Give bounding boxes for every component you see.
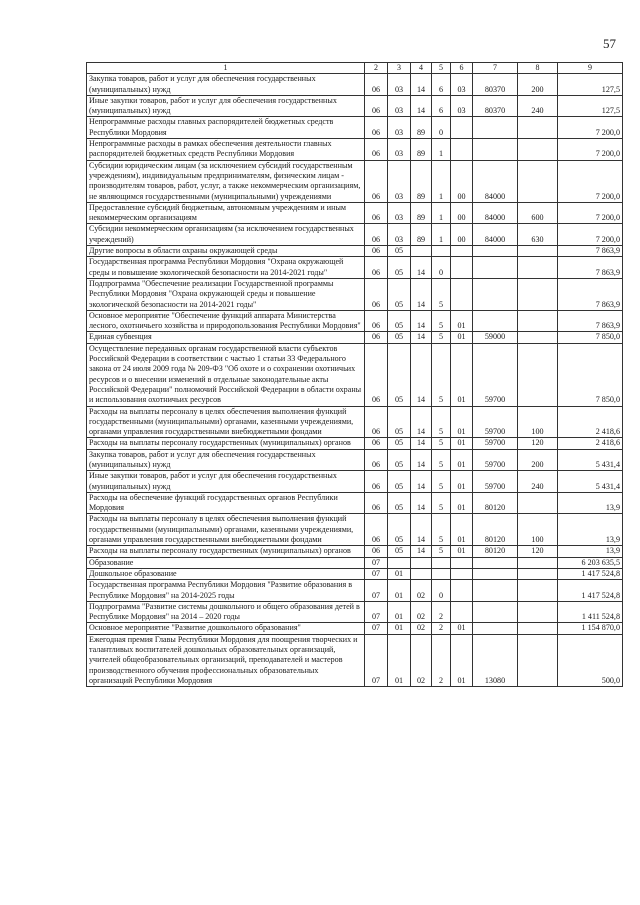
- row-code: 00: [451, 224, 473, 246]
- row-description: Расходы на обеспечение функций государственных органов Республики Мордовия: [87, 492, 365, 514]
- row-code: [518, 634, 558, 686]
- row-code: 2: [432, 601, 451, 623]
- row-description: Непрограммные расходы главных распорядителей бюджетных средств Республики Мордовия: [87, 117, 365, 139]
- row-code: [518, 557, 558, 568]
- row-code: [518, 601, 558, 623]
- row-description: Единая субвенция: [87, 332, 365, 343]
- row-description: Дошкольное образование: [87, 568, 365, 579]
- table-row: [87, 471, 623, 493]
- row-code: [473, 246, 518, 257]
- row-code: 05: [388, 514, 411, 546]
- row-code: 59700: [473, 471, 518, 493]
- row-description: Подпрограмма "Обеспечение реализации Государственной программы Республики Мордовия "Охрана окружающей среды и повышение экологической безопасности на 2014-2021 годы": [87, 278, 365, 310]
- row-code: 06: [365, 117, 388, 139]
- row-code: 01: [451, 546, 473, 557]
- row-code: 100: [518, 514, 558, 546]
- row-code: 06: [365, 202, 388, 224]
- column-header: 4: [411, 63, 432, 74]
- column-header: 1: [87, 63, 365, 74]
- row-description: Субсидии юридическим лицам (за исключением субсидий государственным учреждениям), индивидуальным предпринимателям, физическим лицам - производителям товаров, работ, услуг, а также некоммерческим организациям, не являющимся государственными (муниципальными) учреждениями: [87, 160, 365, 202]
- row-amount: 1 417 524,8: [558, 568, 623, 579]
- row-amount: 127,5: [558, 95, 623, 117]
- row-code: 01: [451, 438, 473, 449]
- row-code: [473, 601, 518, 623]
- row-code: 1: [432, 160, 451, 202]
- row-description: Иные закупки товаров, работ и услуг для обеспечения государственных (муниципальных) нужд: [87, 95, 365, 117]
- row-code: 03: [388, 202, 411, 224]
- row-code: 89: [411, 139, 432, 161]
- row-code: [451, 580, 473, 602]
- row-code: [473, 310, 518, 332]
- row-code: 59000: [473, 332, 518, 343]
- row-description: Закупка товаров, работ и услуг для обеспечения государственных (муниципальных) нужд: [87, 74, 365, 96]
- column-header: 6: [451, 63, 473, 74]
- row-amount: 5 431,4: [558, 471, 623, 493]
- row-code: 14: [411, 74, 432, 96]
- row-code: 14: [411, 257, 432, 279]
- row-code: 05: [388, 332, 411, 343]
- row-amount: 7 200,0: [558, 224, 623, 246]
- row-code: 01: [451, 406, 473, 438]
- row-description: Подпрограмма "Развитие системы дошкольного и общего образования детей в Республике Мордовия" на 2014 – 2020 годы: [87, 601, 365, 623]
- row-code: 06: [365, 438, 388, 449]
- row-code: 01: [451, 514, 473, 546]
- row-description: Непрограммные расходы в рамках обеспечения деятельности главных распорядителей бюджетных средств Республики Мордовия: [87, 139, 365, 161]
- row-code: 03: [388, 95, 411, 117]
- row-code: [473, 117, 518, 139]
- table-row: [87, 580, 623, 602]
- row-code: 84000: [473, 224, 518, 246]
- row-code: 02: [411, 634, 432, 686]
- row-code: 6: [432, 95, 451, 117]
- row-code: 00: [451, 202, 473, 224]
- row-amount: 7 200,0: [558, 139, 623, 161]
- row-code: 89: [411, 202, 432, 224]
- row-code: 02: [411, 623, 432, 634]
- row-code: [518, 343, 558, 406]
- table-row: [87, 95, 623, 117]
- row-code: 05: [388, 278, 411, 310]
- column-header: 9: [558, 63, 623, 74]
- table-header-row: [87, 63, 623, 74]
- row-code: 84000: [473, 160, 518, 202]
- row-code: 0: [432, 117, 451, 139]
- row-code: [432, 568, 451, 579]
- row-code: 14: [411, 95, 432, 117]
- row-amount: 7 200,0: [558, 202, 623, 224]
- row-code: 03: [388, 160, 411, 202]
- table-row: [87, 139, 623, 161]
- row-description: Государственная программа Республики Мордовия "Охрана окружающей среды и повышение экологической безопасности на 2014-2021 годы": [87, 257, 365, 279]
- row-code: 120: [518, 438, 558, 449]
- row-code: 05: [388, 438, 411, 449]
- row-code: [388, 557, 411, 568]
- row-code: 14: [411, 514, 432, 546]
- row-code: 14: [411, 406, 432, 438]
- row-description: Расходы на выплаты персоналу в целях обеспечения выполнения функций государственными (муниципальными) органами, казенными учреждениями, органами управления государственными внебюджетными фондами: [87, 406, 365, 438]
- row-code: [451, 117, 473, 139]
- column-header: 3: [388, 63, 411, 74]
- row-code: 5: [432, 310, 451, 332]
- row-code: 13080: [473, 634, 518, 686]
- table-row: [87, 406, 623, 438]
- column-header: 7: [473, 63, 518, 74]
- row-amount: 2 418,6: [558, 438, 623, 449]
- row-code: [473, 257, 518, 279]
- row-code: 5: [432, 514, 451, 546]
- row-code: [432, 246, 451, 257]
- table-row: [87, 568, 623, 579]
- row-code: [473, 139, 518, 161]
- table-row: [87, 343, 623, 406]
- row-code: 80120: [473, 492, 518, 514]
- row-code: [518, 332, 558, 343]
- row-code: [518, 139, 558, 161]
- row-code: 5: [432, 449, 451, 471]
- row-code: 06: [365, 471, 388, 493]
- row-code: [473, 278, 518, 310]
- row-code: 01: [388, 580, 411, 602]
- row-code: 1: [432, 202, 451, 224]
- row-code: [518, 117, 558, 139]
- table-row: [87, 278, 623, 310]
- row-code: 02: [411, 601, 432, 623]
- row-code: 59700: [473, 343, 518, 406]
- row-code: 06: [365, 492, 388, 514]
- row-description: Закупка товаров, работ и услуг для обеспечения государственных (муниципальных) нужд: [87, 449, 365, 471]
- row-amount: 1 154 870,0: [558, 623, 623, 634]
- row-code: 59700: [473, 406, 518, 438]
- table-row: [87, 438, 623, 449]
- row-amount: 6 203 635,5: [558, 557, 623, 568]
- row-code: 5: [432, 492, 451, 514]
- row-amount: 7 863,9: [558, 257, 623, 279]
- row-code: 07: [365, 623, 388, 634]
- row-code: 05: [388, 310, 411, 332]
- row-code: 14: [411, 438, 432, 449]
- row-code: 06: [365, 406, 388, 438]
- row-code: 59700: [473, 438, 518, 449]
- row-code: 06: [365, 310, 388, 332]
- table-row: [87, 634, 623, 686]
- row-code: 80120: [473, 546, 518, 557]
- row-code: 5: [432, 278, 451, 310]
- row-code: 5: [432, 332, 451, 343]
- row-code: [451, 139, 473, 161]
- row-code: [451, 246, 473, 257]
- row-code: [411, 246, 432, 257]
- page-number: 57: [603, 36, 616, 51]
- row-code: 14: [411, 492, 432, 514]
- row-amount: 13,9: [558, 492, 623, 514]
- row-code: 01: [388, 634, 411, 686]
- row-code: 5: [432, 438, 451, 449]
- row-code: 14: [411, 278, 432, 310]
- row-code: 0: [432, 257, 451, 279]
- row-code: 07: [365, 601, 388, 623]
- row-code: [518, 278, 558, 310]
- row-code: 14: [411, 546, 432, 557]
- row-amount: 7 850,0: [558, 343, 623, 406]
- table-row: [87, 202, 623, 224]
- row-code: 600: [518, 202, 558, 224]
- row-amount: 7 863,9: [558, 278, 623, 310]
- row-amount: 1 417 524,8: [558, 580, 623, 602]
- row-code: 05: [388, 246, 411, 257]
- row-code: 80120: [473, 514, 518, 546]
- table-row: [87, 310, 623, 332]
- row-code: [473, 580, 518, 602]
- row-code: [473, 623, 518, 634]
- row-code: 03: [451, 95, 473, 117]
- table-row: [87, 546, 623, 557]
- table-row: [87, 332, 623, 343]
- row-code: 06: [365, 343, 388, 406]
- row-code: 06: [365, 95, 388, 117]
- row-code: [451, 601, 473, 623]
- row-code: 89: [411, 117, 432, 139]
- row-code: 05: [388, 343, 411, 406]
- row-code: 59700: [473, 449, 518, 471]
- row-code: 06: [365, 257, 388, 279]
- row-code: 05: [388, 257, 411, 279]
- row-code: [451, 568, 473, 579]
- row-code: [518, 568, 558, 579]
- row-code: [473, 568, 518, 579]
- row-code: 05: [388, 406, 411, 438]
- row-code: 200: [518, 74, 558, 96]
- row-code: 06: [365, 139, 388, 161]
- row-code: 06: [365, 246, 388, 257]
- row-code: 07: [365, 557, 388, 568]
- row-code: [451, 278, 473, 310]
- row-code: 03: [388, 224, 411, 246]
- row-code: [518, 160, 558, 202]
- row-description: Предоставление субсидий бюджетным, автономным учреждениям и иным некоммерческим организациям: [87, 202, 365, 224]
- row-description: Основное мероприятие "Развитие дошкольного образования": [87, 623, 365, 634]
- row-code: [411, 568, 432, 579]
- table-row: [87, 492, 623, 514]
- row-code: 5: [432, 546, 451, 557]
- column-header: 2: [365, 63, 388, 74]
- row-code: 05: [388, 449, 411, 471]
- row-code: 01: [451, 332, 473, 343]
- table-row: [87, 449, 623, 471]
- row-amount: 127,5: [558, 74, 623, 96]
- row-code: 06: [365, 278, 388, 310]
- row-code: 80370: [473, 74, 518, 96]
- table-row: [87, 74, 623, 96]
- row-description: Другие вопросы в области охраны окружающей среды: [87, 246, 365, 257]
- row-code: [411, 557, 432, 568]
- row-amount: 7 200,0: [558, 160, 623, 202]
- row-code: [451, 257, 473, 279]
- row-code: 02: [411, 580, 432, 602]
- row-code: 01: [451, 471, 473, 493]
- column-header: 8: [518, 63, 558, 74]
- row-code: 14: [411, 310, 432, 332]
- row-description: Расходы на выплаты персоналу в целях обеспечения выполнения функций государственными (муниципальными) органами, казенными учреждениями, органами управления государственными внебюджетными фондами: [87, 514, 365, 546]
- row-description: Осуществление переданных органам государственной власти субъектов Российской Федерации в соответствии с частью 1 статьи 33 Федерального закона от 24 июля 2009 года № 209-ФЗ "Об охоте и о сохранении охотничьих ресурсов и о внесении изменений в отдельные законодательные акты Российской Федерации" полномочий Российской Федерации в области охраны и использования охотничьих ресурсов: [87, 343, 365, 406]
- budget-table: [86, 62, 623, 687]
- row-code: [473, 557, 518, 568]
- row-amount: 13,9: [558, 514, 623, 546]
- row-code: 240: [518, 471, 558, 493]
- row-code: 07: [365, 568, 388, 579]
- row-code: [451, 557, 473, 568]
- row-code: 120: [518, 546, 558, 557]
- row-code: 2: [432, 623, 451, 634]
- row-code: 5: [432, 343, 451, 406]
- row-description: Иные закупки товаров, работ и услуг для обеспечения государственных (муниципальных) нужд: [87, 471, 365, 493]
- column-header: 5: [432, 63, 451, 74]
- table-row: [87, 257, 623, 279]
- row-code: 6: [432, 74, 451, 96]
- row-description: Образование: [87, 557, 365, 568]
- table-row: [87, 246, 623, 257]
- row-code: 200: [518, 449, 558, 471]
- row-code: 03: [388, 74, 411, 96]
- row-code: 06: [365, 449, 388, 471]
- table-row: [87, 514, 623, 546]
- table-row: [87, 224, 623, 246]
- row-code: 06: [365, 332, 388, 343]
- row-code: 14: [411, 332, 432, 343]
- table-row: [87, 160, 623, 202]
- row-code: 01: [451, 492, 473, 514]
- table-row: [87, 601, 623, 623]
- row-amount: 7 850,0: [558, 332, 623, 343]
- row-code: [518, 580, 558, 602]
- row-code: 06: [365, 74, 388, 96]
- row-code: [432, 557, 451, 568]
- row-code: 01: [388, 601, 411, 623]
- row-description: Расходы на выплаты персоналу государственных (муниципальных) органов: [87, 438, 365, 449]
- row-code: 1: [432, 139, 451, 161]
- row-code: [518, 310, 558, 332]
- row-description: Расходы на выплаты персоналу государственных (муниципальных) органов: [87, 546, 365, 557]
- row-code: [518, 257, 558, 279]
- row-code: 2: [432, 634, 451, 686]
- row-description: Государственная программа Республики Мордовия "Развитие образования в Республике Мордовия" на 2014-2025 годы: [87, 580, 365, 602]
- table-row: [87, 623, 623, 634]
- row-code: 01: [451, 623, 473, 634]
- row-code: 84000: [473, 202, 518, 224]
- row-code: 89: [411, 160, 432, 202]
- row-amount: 13,9: [558, 546, 623, 557]
- row-code: 14: [411, 343, 432, 406]
- row-code: 03: [388, 139, 411, 161]
- row-code: 14: [411, 449, 432, 471]
- row-code: 06: [365, 160, 388, 202]
- row-code: 05: [388, 492, 411, 514]
- row-description: Основное мероприятие "Обеспечение функций аппарата Министерства лесного, охотничьего хозяйства и природопользования Республики Мордовия": [87, 310, 365, 332]
- row-code: 5: [432, 406, 451, 438]
- row-code: [518, 246, 558, 257]
- row-code: 00: [451, 160, 473, 202]
- row-amount: 7 863,9: [558, 310, 623, 332]
- row-description: Субсидии некоммерческим организациям (за исключением государственных учреждений): [87, 224, 365, 246]
- row-code: 14: [411, 471, 432, 493]
- row-amount: 2 418,6: [558, 406, 623, 438]
- row-code: 03: [451, 74, 473, 96]
- row-amount: 1 411 524,8: [558, 601, 623, 623]
- row-code: 07: [365, 634, 388, 686]
- row-code: 05: [388, 471, 411, 493]
- row-code: 01: [451, 449, 473, 471]
- row-code: [518, 623, 558, 634]
- row-code: 0: [432, 580, 451, 602]
- row-code: 01: [451, 310, 473, 332]
- table-row: [87, 117, 623, 139]
- row-code: 05: [388, 546, 411, 557]
- row-code: 89: [411, 224, 432, 246]
- row-code: 01: [388, 568, 411, 579]
- row-code: 5: [432, 471, 451, 493]
- row-amount: 5 431,4: [558, 449, 623, 471]
- row-code: 630: [518, 224, 558, 246]
- row-amount: 7 200,0: [558, 117, 623, 139]
- row-code: 1: [432, 224, 451, 246]
- row-code: 01: [451, 343, 473, 406]
- row-code: 80370: [473, 95, 518, 117]
- row-code: [518, 492, 558, 514]
- row-code: 07: [365, 580, 388, 602]
- row-code: 01: [388, 623, 411, 634]
- table-row: [87, 557, 623, 568]
- row-code: 240: [518, 95, 558, 117]
- row-code: 100: [518, 406, 558, 438]
- row-amount: 500,0: [558, 634, 623, 686]
- row-code: 01: [451, 634, 473, 686]
- row-code: 06: [365, 514, 388, 546]
- row-code: 03: [388, 117, 411, 139]
- row-code: 06: [365, 546, 388, 557]
- row-description: Ежегодная премия Главы Республики Мордовия для поощрения творческих и талантливых воспитателей дошкольных образовательных организаций, учителей общеобразовательных организаций, преподавателей и мастеров производственного обучения профессиональных образовательных организаций Республики Мордовия: [87, 634, 365, 686]
- row-code: 06: [365, 224, 388, 246]
- row-amount: 7 863,9: [558, 246, 623, 257]
